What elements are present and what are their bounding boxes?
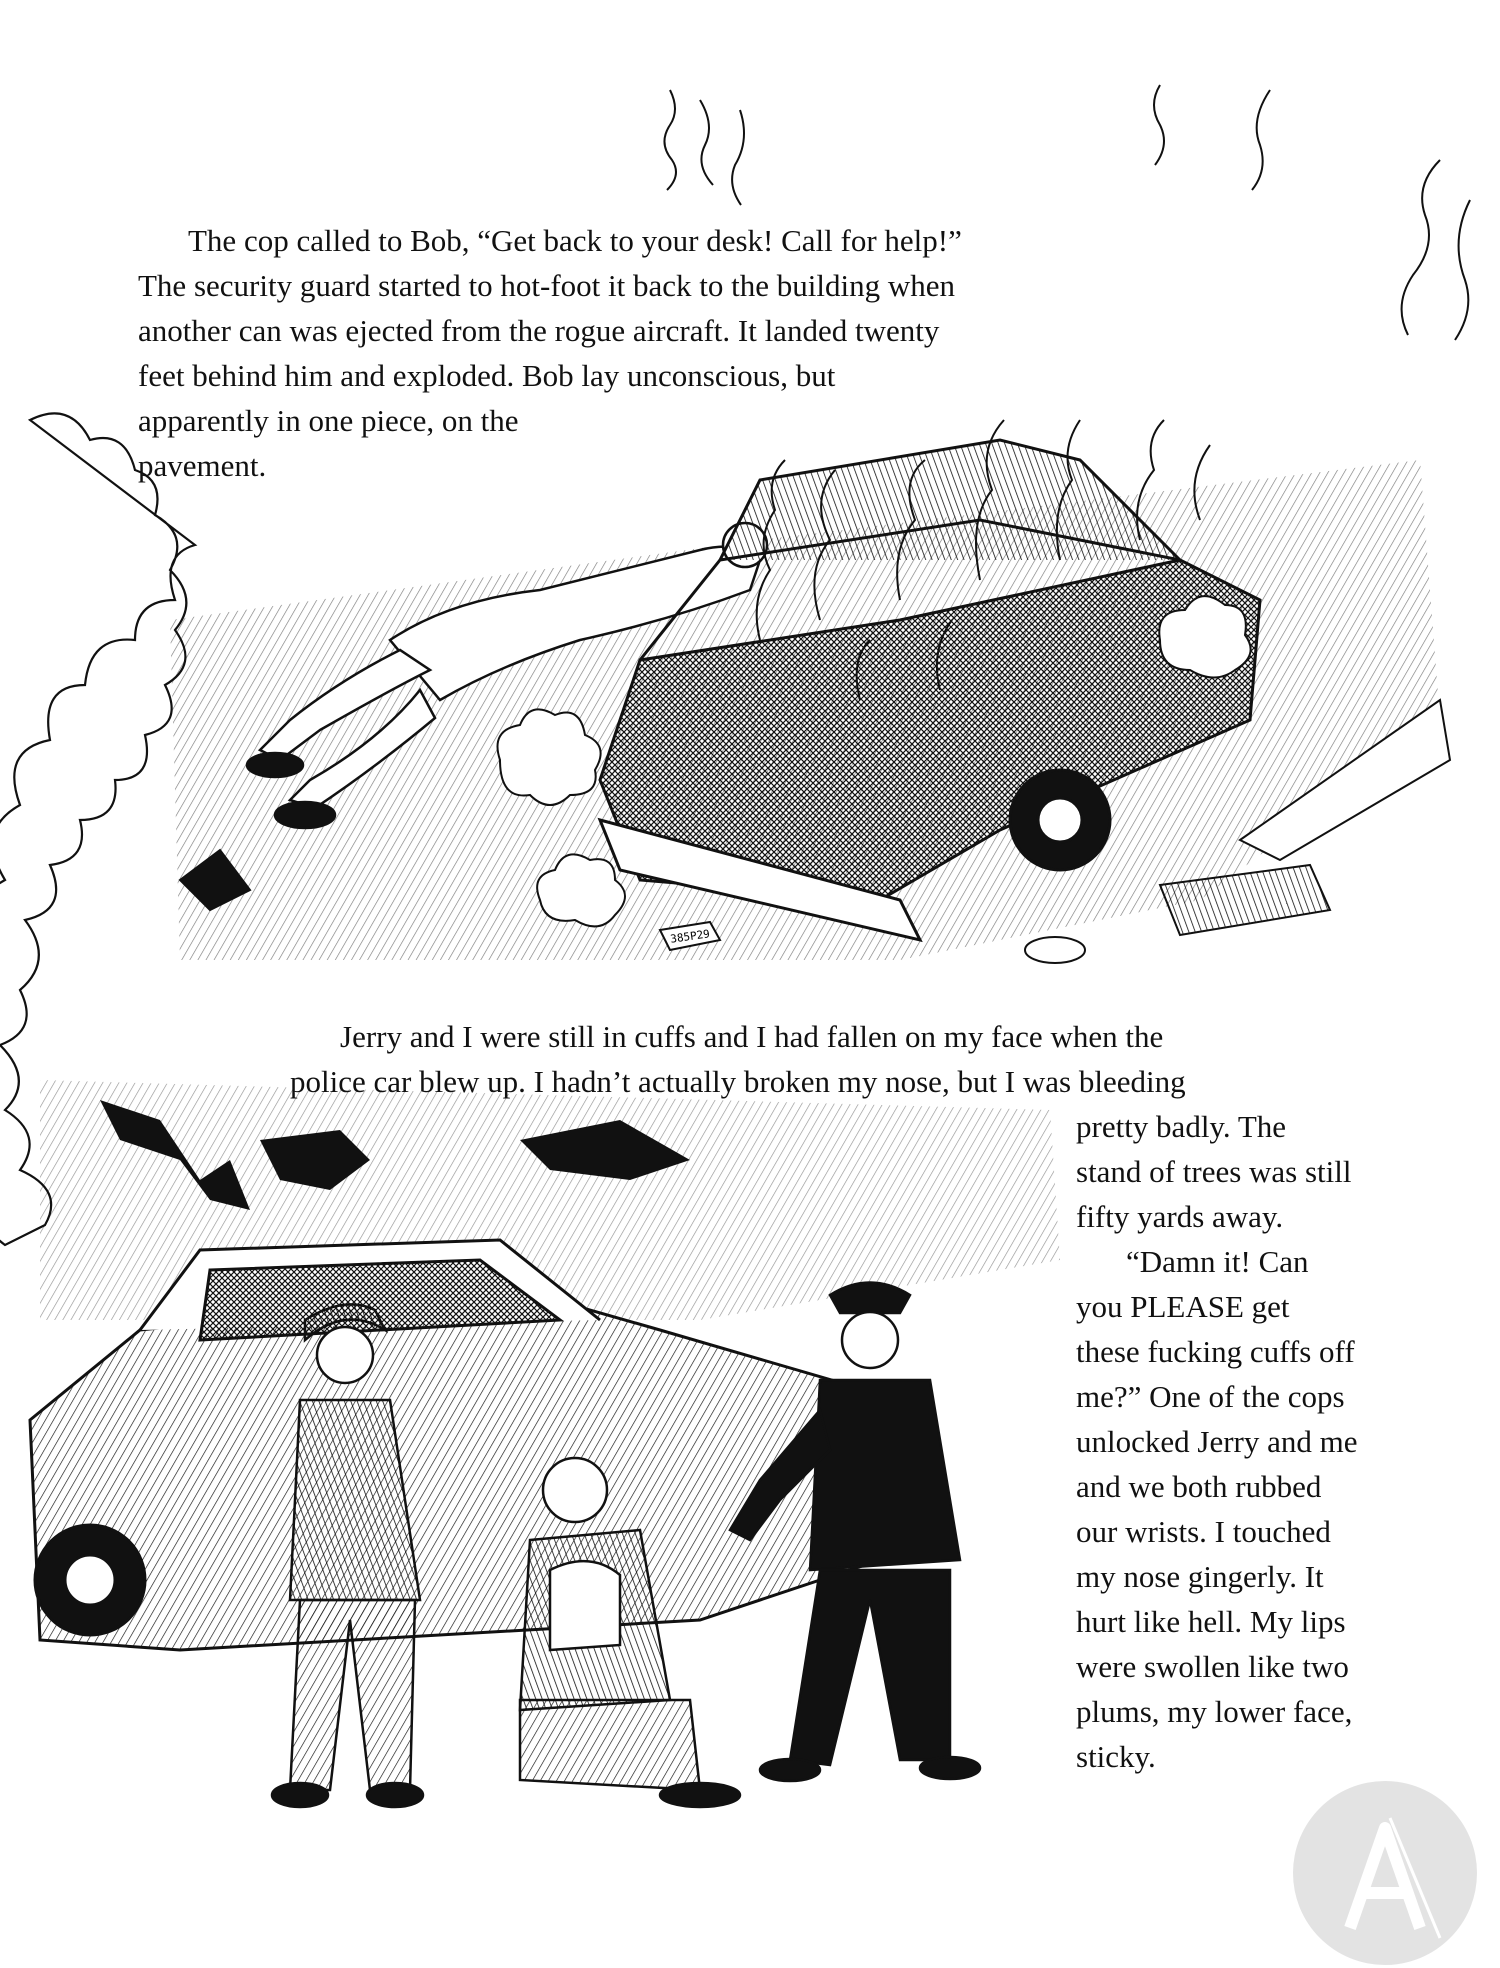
caption-line: apparently in one piece, on the	[138, 403, 519, 438]
caption-line: Jerry and I were still in cuffs and I had fallen on my face when the	[340, 1019, 1164, 1054]
caption-line: plums, my lower face,	[1076, 1694, 1353, 1729]
caption-line: unlocked Jerry and me	[1076, 1424, 1358, 1459]
watermark-logo-icon	[1290, 1778, 1480, 1968]
caption-line: “Damn it! Can	[1126, 1244, 1309, 1279]
caption-line: our wrists. I touched	[1076, 1514, 1331, 1549]
caption-line: another can was ejected from the rogue aircraft. It landed twenty	[138, 313, 940, 348]
caption-line: were swollen like two	[1076, 1649, 1349, 1684]
caption-top	[138, 218, 962, 488]
caption-line: pretty badly. The	[1076, 1109, 1287, 1144]
caption-bottom-column	[1076, 1104, 1357, 1779]
caption-line: sticky.	[1076, 1739, 1156, 1774]
caption-line: me?” One of the cops	[1076, 1379, 1345, 1414]
caption-line: pavement.	[138, 448, 267, 483]
caption-line: feet behind him and exploded. Bob lay unconscious, but	[138, 358, 836, 393]
caption-line: stand of trees was still	[1076, 1154, 1352, 1189]
caption-line: hurt like hell. My lips	[1076, 1604, 1346, 1639]
caption-line: fifty yards away.	[1076, 1199, 1284, 1234]
debris-text: 385P29	[669, 927, 711, 946]
caption-line: my nose gingerly. It	[1076, 1559, 1324, 1594]
caption-line: The security guard started to hot-foot it back to the building when	[138, 268, 955, 303]
caption-line: police car blew up. I hadn’t actually broken my nose, but I was bleeding	[290, 1064, 1186, 1099]
caption-bottom-wide	[290, 1014, 1186, 1104]
caption-line: and we both rubbed	[1076, 1469, 1322, 1504]
caption-line: these fucking cuffs off	[1076, 1334, 1355, 1369]
caption-line: you PLEASE get	[1076, 1289, 1290, 1324]
caption-line: The cop called to Bob, “Get back to your desk! Call for help!”	[188, 223, 962, 258]
